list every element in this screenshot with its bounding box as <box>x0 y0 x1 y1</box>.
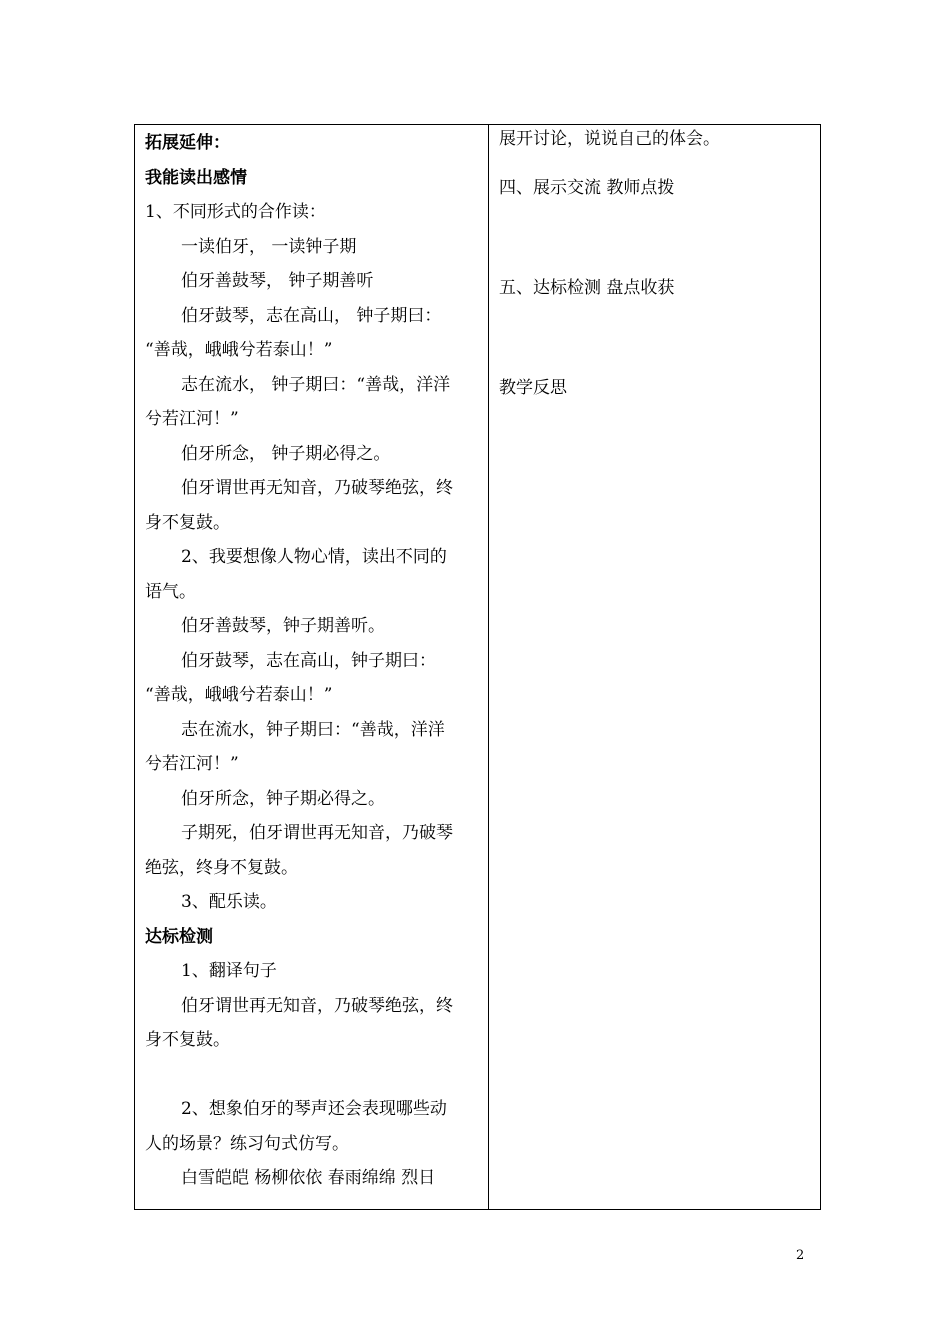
left-column <box>135 125 489 1209</box>
text-line: 志在流水， 钟子期曰：“善哉，洋洋 <box>181 374 451 395</box>
lesson-table <box>134 124 821 1210</box>
text-line: 人的场景？练习句式仿写。 <box>145 1133 349 1154</box>
right-line-4: 教学反思 <box>499 378 567 398</box>
page-number: 2 <box>796 1248 805 1263</box>
text-line: 一读伯牙， 一读钟子期 <box>181 236 357 257</box>
right-column <box>489 125 820 1209</box>
text-line: 兮若江河！” <box>145 409 239 429</box>
section-heading: 我能读出感情 <box>145 167 247 188</box>
text-line: 伯牙善鼓琴，钟子期善听。 <box>181 616 385 636</box>
right-line-1: 展开讨论，说说自己的体会。 <box>499 129 720 149</box>
text-line: 伯牙鼓琴，志在高山，钟子期曰： <box>181 650 436 671</box>
text-line: 子期死，伯牙谓世再无知音，乃破琴 <box>181 823 453 843</box>
text-line: 1、翻译句子 <box>181 961 277 981</box>
text-line: “善哉，峨峨兮若泰山！” <box>145 685 333 705</box>
text-line: 伯牙谓世再无知音，乃破琴绝弦，终 <box>181 478 453 498</box>
text-line: 伯牙鼓琴，志在高山， 钟子期曰： <box>181 305 442 326</box>
text-line: 语气。 <box>145 581 196 602</box>
text-line: 身不复鼓。 <box>145 1030 230 1050</box>
text-line: 伯牙善鼓琴， 钟子期善听 <box>181 271 374 291</box>
text-line: 身不复鼓。 <box>145 512 230 533</box>
text-line: 伯牙谓世再无知音，乃破琴绝弦，终 <box>181 995 453 1016</box>
text-line: 兮若江河！” <box>145 754 239 774</box>
text-line: 伯牙所念，钟子期必得之。 <box>181 788 385 809</box>
right-line-2: 四、展示交流 教师点拨 <box>499 178 675 198</box>
text-line: “善哉，峨峨兮若泰山！” <box>145 340 333 360</box>
right-line-3: 五、达标检测 盘点收获 <box>499 278 675 298</box>
text-line: 1、不同形式的合作读： <box>145 202 326 222</box>
section-heading: 达标检测 <box>145 926 213 947</box>
text-line: 2、想象伯牙的琴声还会表现哪些动 <box>181 1099 447 1119</box>
text-line: 志在流水，钟子期曰：“善哉，洋洋 <box>181 719 445 740</box>
section-heading: 拓展延伸： <box>145 133 230 153</box>
text-line <box>145 1058 478 1093</box>
text-line: 2、我要想像人物心情，读出不同的 <box>181 547 447 567</box>
text-line: 绝弦，终身不复鼓。 <box>145 857 298 878</box>
text-line: 白雪皑皑 杨柳依依 春雨绵绵 烈日 <box>181 1168 436 1188</box>
text-line: 伯牙所念， 钟子期必得之。 <box>181 443 391 464</box>
text-line: 3、配乐读。 <box>181 892 277 912</box>
